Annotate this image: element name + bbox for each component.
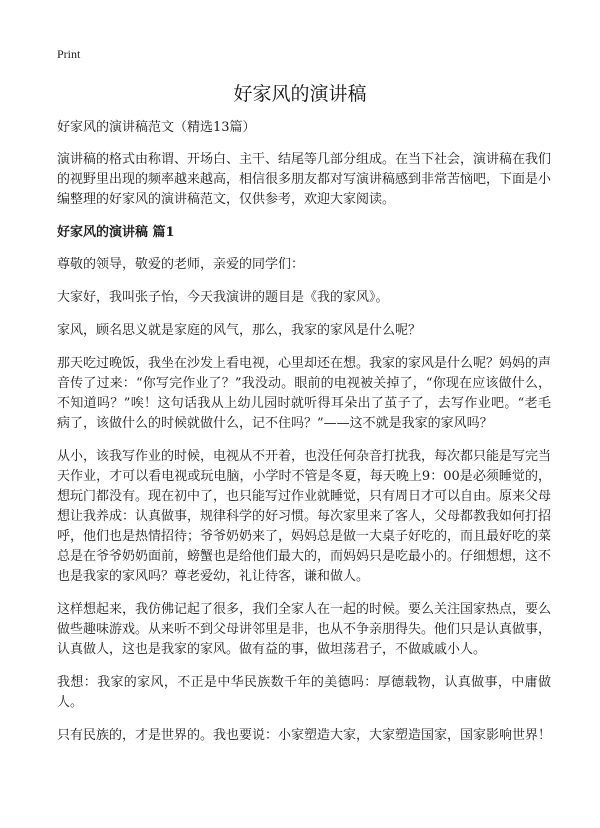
article-body bbox=[57, 118, 551, 759]
print-link[interactable]: Print bbox=[57, 47, 81, 61]
page-title: 好家风的演讲稿 bbox=[233, 83, 367, 105]
article-subtitle: 好家风的演讲稿范文（精选13篇） bbox=[57, 120, 256, 135]
section-heading: 好家风的演讲稿 篇1 bbox=[57, 225, 175, 240]
paragraph-childhood: 从小，该我写作业的时候，电视从不开着，也没任何杂音打扰我，每次都只能是写完当天作业，才可以看电视或玩电脑，小学时不管是冬夏，每天晚上9：00是必须睡觉的，想玩门都没有。现在初中了，也只能写过作业就睡觉，只有周日才可以自由。原来父母想让我养成：认真做事，规律科学的好习惯。每次家里来了客人，父母都教我如何打招呼，他们也是热情招待；爷爷奶奶来了，妈妈总是做一大桌子好吃的，而且最好吃的菜总是在爷爷奶奶面前，螃蟹也是给他们最大的，而妈妈只是吃最小的。仔细想想，这不也是我家的家风吗？尊老爱幼，礼让待客，谦和做人。 bbox=[57, 449, 552, 584]
paragraph-question: 家风，顾名思义就是家庭的风气，那么，我家的家风是什么呢？ bbox=[57, 323, 422, 338]
paragraph-greeting: 大家好，我叫张子怡，今天我演讲的题目是《我的家风》。 bbox=[57, 290, 389, 305]
paragraph-virtue: 我想：我家的家风，不正是中华民族数千年的美德吗：厚德载物，认真做事，中庸做人。 bbox=[57, 675, 551, 710]
paragraph-conclusion: 只有民族的，才是世界的。我也要说：小家塑造大家，大家塑造国家，国家影响世界！ bbox=[57, 728, 552, 743]
intro-paragraph: 演讲稿的格式由称谓、开场白、主干、结尾等几部分组成。在当下社会，演讲稿在我们的视野里出现的频率越来越高，相信很多朋友都对写演讲稿感到非常苦恼吧，下面是小编整理的好家风的演讲稿范文，仅供参考，欢迎大家阅读。 bbox=[57, 152, 552, 207]
paragraph-salutation: 尊敬的领导，敬爱的老师，亲爱的同学们： bbox=[57, 257, 305, 272]
paragraph-story: 那天吃过晚饭，我坐在沙发上看电视，心里却还在想。我家的家风是什么呢？妈妈的声音传了过来：“你写完作业了？”我没动。眼前的电视被关掉了，“你现在应该做什么，不知道吗？”唉！这句话我从上幼儿园时就听得耳朵出了茧子了，去写作业吧。“老毛病了，该做什么的时候就做什么，记不住吗？”——这不就是我家的家风吗？ bbox=[57, 356, 552, 431]
paragraph-family-time: 这样想起来，我仿佛记起了很多，我们全家人在一起的时候。要么关注国家热点，要么做些趣味游戏。从来听不到父母讲邻里是非，也从不争亲朋得失。他们只是认真做事，认真做人，这也是我家的家风。做有益的事，做坦荡君子，不做戚戚小人。 bbox=[57, 602, 552, 657]
